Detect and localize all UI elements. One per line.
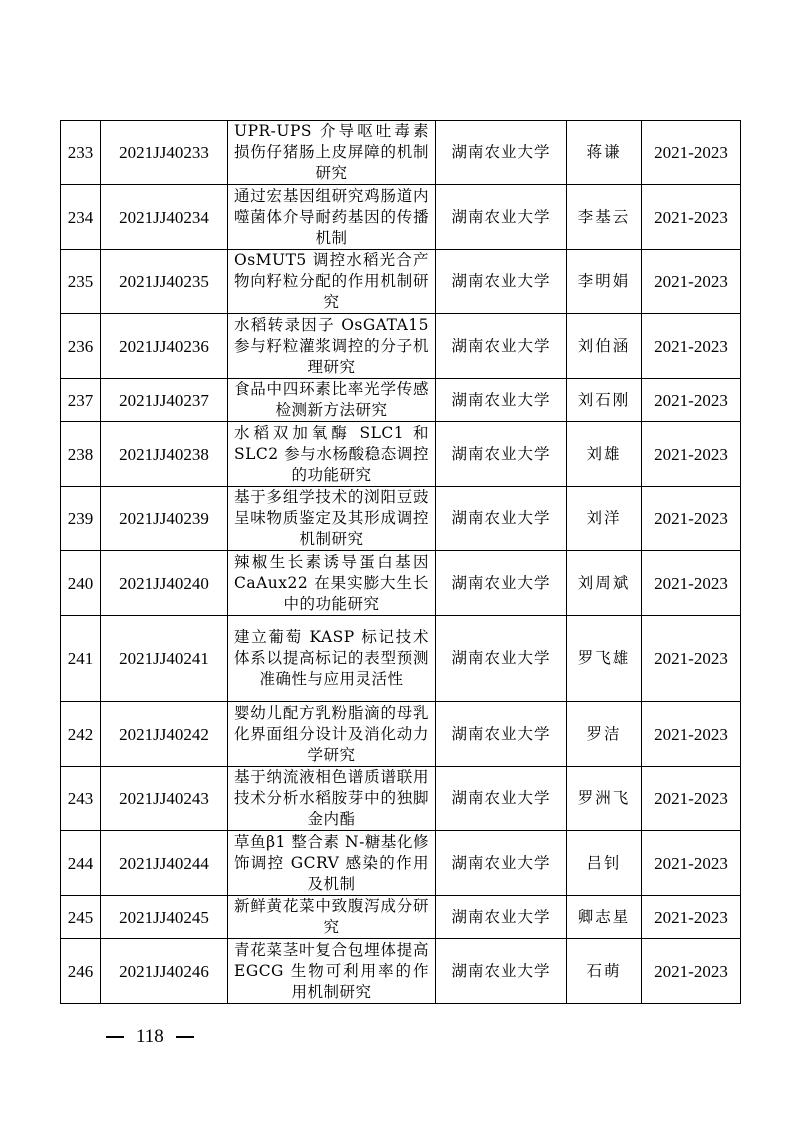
cell-principal-investigator: 罗洁 — [567, 702, 642, 767]
dash-right — [176, 1036, 194, 1038]
cell-principal-investigator: 卿志星 — [567, 896, 642, 939]
cell-project-title: 草鱼β1 整合素 N-糖基化修饰调控 GCRV 感染的作用及机制 — [228, 831, 436, 896]
cell-period: 2021-2023 — [642, 121, 741, 185]
cell-period: 2021-2023 — [642, 250, 741, 314]
cell-period: 2021-2023 — [642, 896, 741, 939]
table-row — [61, 121, 741, 185]
cell-number: 244 — [61, 831, 101, 896]
dash-left — [106, 1036, 124, 1038]
cell-project-title: 新鲜黄花菜中致腹泻成分研究 — [228, 896, 436, 939]
table-body — [61, 121, 741, 1004]
cell-institution: 湖南农业大学 — [436, 551, 567, 616]
table-row — [61, 551, 741, 616]
cell-principal-investigator: 石萌 — [567, 939, 642, 1004]
table-row — [61, 379, 741, 422]
cell-period: 2021-2023 — [642, 422, 741, 487]
cell-project-title: 基于多组学技术的浏阳豆豉呈味物质鉴定及其形成调控机制研究 — [228, 487, 436, 551]
cell-project-code: 2021JJ40237 — [101, 379, 228, 422]
cell-project-code: 2021JJ40241 — [101, 616, 228, 702]
cell-project-code: 2021JJ40235 — [101, 250, 228, 314]
project-table — [60, 120, 741, 1004]
cell-number: 235 — [61, 250, 101, 314]
cell-institution: 湖南农业大学 — [436, 702, 567, 767]
cell-number: 233 — [61, 121, 101, 185]
cell-period: 2021-2023 — [642, 185, 741, 250]
cell-project-title: 建立葡萄 KASP 标记技术体系以提高标记的表型预测准确性与应用灵活性 — [228, 616, 436, 702]
cell-project-code: 2021JJ40242 — [101, 702, 228, 767]
cell-project-title: 通过宏基因组研究鸡肠道内噬菌体介导耐药基因的传播机制 — [228, 185, 436, 250]
cell-principal-investigator: 刘伯涵 — [567, 314, 642, 379]
cell-number: 238 — [61, 422, 101, 487]
cell-period: 2021-2023 — [642, 487, 741, 551]
table-row — [61, 250, 741, 314]
cell-principal-investigator: 李基云 — [567, 185, 642, 250]
cell-project-code: 2021JJ40244 — [101, 831, 228, 896]
table-row — [61, 422, 741, 487]
cell-institution: 湖南农业大学 — [436, 616, 567, 702]
cell-project-title: 水稻双加氧酶 SLC1 和 SLC2 参与水杨酸稳态调控的功能研究 — [228, 422, 436, 487]
cell-project-code: 2021JJ40240 — [101, 551, 228, 616]
cell-institution: 湖南农业大学 — [436, 939, 567, 1004]
cell-project-title: UPR-UPS 介导呕吐毒素损伤仔猪肠上皮屏障的机制研究 — [228, 121, 436, 185]
cell-institution: 湖南农业大学 — [436, 185, 567, 250]
table-row — [61, 314, 741, 379]
cell-principal-investigator: 刘周斌 — [567, 551, 642, 616]
cell-number: 243 — [61, 767, 101, 831]
cell-project-code: 2021JJ40243 — [101, 767, 228, 831]
cell-principal-investigator: 刘洋 — [567, 487, 642, 551]
cell-period: 2021-2023 — [642, 767, 741, 831]
cell-project-code: 2021JJ40234 — [101, 185, 228, 250]
table-row — [61, 767, 741, 831]
cell-institution: 湖南农业大学 — [436, 379, 567, 422]
table-row — [61, 616, 741, 702]
cell-project-code: 2021JJ40239 — [101, 487, 228, 551]
cell-period: 2021-2023 — [642, 314, 741, 379]
table-row — [61, 702, 741, 767]
cell-project-title: 婴幼儿配方乳粉脂滴的母乳化界面组分设计及消化动力学研究 — [228, 702, 436, 767]
table-row — [61, 939, 741, 1004]
cell-number: 245 — [61, 896, 101, 939]
cell-institution: 湖南农业大学 — [436, 314, 567, 379]
cell-period: 2021-2023 — [642, 616, 741, 702]
cell-period: 2021-2023 — [642, 551, 741, 616]
table-row — [61, 185, 741, 250]
cell-number: 246 — [61, 939, 101, 1004]
cell-project-code: 2021JJ40245 — [101, 896, 228, 939]
cell-principal-investigator: 吕钊 — [567, 831, 642, 896]
cell-number: 242 — [61, 702, 101, 767]
cell-principal-investigator: 李明娟 — [567, 250, 642, 314]
cell-project-title: 食品中四环素比率光学传感检测新方法研究 — [228, 379, 436, 422]
cell-institution: 湖南农业大学 — [436, 121, 567, 185]
page-footer — [106, 1026, 194, 1048]
cell-principal-investigator: 刘石刚 — [567, 379, 642, 422]
cell-period: 2021-2023 — [642, 939, 741, 1004]
cell-institution: 湖南农业大学 — [436, 896, 567, 939]
cell-number: 234 — [61, 185, 101, 250]
cell-period: 2021-2023 — [642, 379, 741, 422]
page-number: 118 — [136, 1026, 164, 1047]
cell-period: 2021-2023 — [642, 831, 741, 896]
cell-project-title: 辣椒生长素诱导蛋白基因 CaAux22 在果实膨大生长中的功能研究 — [228, 551, 436, 616]
cell-principal-investigator: 罗洲飞 — [567, 767, 642, 831]
cell-project-code: 2021JJ40233 — [101, 121, 228, 185]
cell-project-code: 2021JJ40246 — [101, 939, 228, 1004]
table-row — [61, 831, 741, 896]
cell-number: 241 — [61, 616, 101, 702]
cell-period: 2021-2023 — [642, 702, 741, 767]
table-row — [61, 896, 741, 939]
cell-project-title: 基于纳流液相色谱质谱联用技术分析水稻胺芽中的独脚金内酯 — [228, 767, 436, 831]
cell-number: 236 — [61, 314, 101, 379]
cell-number: 239 — [61, 487, 101, 551]
table-row — [61, 487, 741, 551]
cell-project-title: OsMUT5 调控水稻光合产物向籽粒分配的作用机制研究 — [228, 250, 436, 314]
cell-number: 237 — [61, 379, 101, 422]
cell-project-code: 2021JJ40238 — [101, 422, 228, 487]
cell-principal-investigator: 蒋谦 — [567, 121, 642, 185]
cell-institution: 湖南农业大学 — [436, 422, 567, 487]
project-table-container — [60, 120, 740, 1004]
cell-project-code: 2021JJ40236 — [101, 314, 228, 379]
cell-number: 240 — [61, 551, 101, 616]
cell-project-title: 水稻转录因子 OsGATA15 参与籽粒灌浆调控的分子机理研究 — [228, 314, 436, 379]
cell-institution: 湖南农业大学 — [436, 767, 567, 831]
cell-principal-investigator: 罗飞雄 — [567, 616, 642, 702]
cell-institution: 湖南农业大学 — [436, 487, 567, 551]
cell-institution: 湖南农业大学 — [436, 831, 567, 896]
cell-principal-investigator: 刘雄 — [567, 422, 642, 487]
cell-project-title: 青花菜茎叶复合包埋体提高 EGCG 生物可利用率的作用机制研究 — [228, 939, 436, 1004]
cell-institution: 湖南农业大学 — [436, 250, 567, 314]
